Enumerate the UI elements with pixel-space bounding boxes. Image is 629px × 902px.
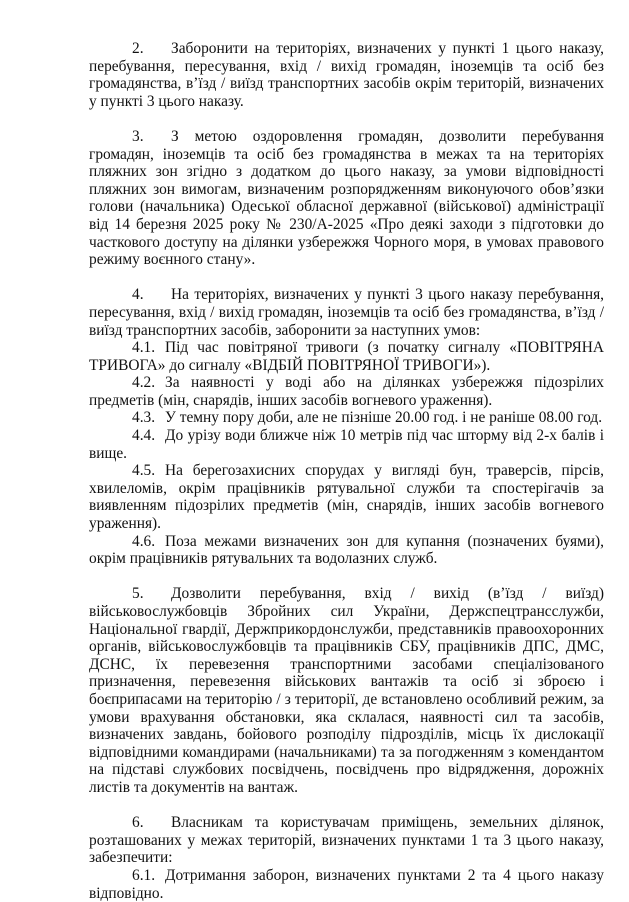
paragraph-4-6 bbox=[89, 533, 604, 568]
subitem-number: 4.2. bbox=[132, 374, 156, 392]
subitem-text: На берегозахисних спорудах у вигляді бун, траверсів, пірсів, хвилеломів, окрім працівників рятувальної служби та спостерігачів за виявленням підозрілих предметів (мін, снарядів, інших засобів вогневого ураження). bbox=[89, 462, 604, 533]
paragraph-4-5 bbox=[89, 462, 604, 532]
spacer bbox=[89, 269, 604, 287]
paragraph-6 bbox=[89, 814, 604, 867]
item-number: 3. bbox=[132, 127, 144, 145]
subitem-text: У темну пору доби, але не пізніше 20.00 год. і не раніше 08.00 год. bbox=[165, 409, 603, 427]
item-text: На територіях, визначених у пункті 3 цього наказу перебування, пересування, вхід / вихід громадян, іноземців та осіб без громадянства, в’їзд / виїзд транспортних засобів, заборонити за наступних умов: bbox=[89, 286, 604, 339]
paragraph-4-2 bbox=[89, 374, 604, 409]
subitem-number: 4.4. bbox=[132, 427, 156, 445]
subitem-number: 4.1. bbox=[132, 339, 156, 357]
subitem-text: До урізу води ближче ніж 10 метрів під час шторму від 2-х балів і вище. bbox=[89, 427, 604, 462]
subitem-number: 4.6. bbox=[132, 532, 156, 550]
paragraph-6-1 bbox=[89, 867, 604, 902]
subitem-number: 4.5. bbox=[132, 462, 156, 480]
paragraph-4-3 bbox=[89, 409, 604, 427]
document-page bbox=[89, 40, 604, 902]
paragraph-4-1 bbox=[89, 339, 604, 374]
item-number: 4. bbox=[132, 286, 144, 304]
item-text: Заборонити на територіях, визначених у пункті 1 цього наказу, перебування, пересування, вхід / вихід громадян, іноземців та осіб без громадянства, в’їзд / виїзд транспортних засобів окрім територій, визначених у пункті 3 цього наказу. bbox=[89, 40, 604, 110]
spacer bbox=[89, 568, 604, 586]
item-number: 5. bbox=[132, 585, 144, 603]
item-text: Власникам та користувачам приміщень, земельних ділянок, розташованих у межах територій, визначених пунктами 1 та 3 цього наказу, забезпечити: bbox=[89, 814, 604, 867]
item-number: 6. bbox=[132, 814, 144, 832]
spacer bbox=[89, 797, 604, 815]
paragraph-2 bbox=[89, 40, 604, 110]
subitem-text: Поза межами визначених зон для купання (позначених буями), окрім працівників рятувальних та водолазних служб. bbox=[89, 532, 604, 568]
paragraph-4 bbox=[89, 286, 604, 339]
subitem-text: За наявності у воді або на ділянках узбережжя підозрілих предметів (мін, снарядів, інших засобів вогневого ураження). bbox=[89, 374, 604, 409]
paragraph-5 bbox=[89, 585, 604, 796]
subitem-number: 4.3. bbox=[132, 409, 156, 427]
subitem-number: 6.1. bbox=[132, 866, 156, 884]
item-text: З метою оздоровлення громадян, дозволити перебування громадян, іноземців та осіб без громадянства в межах та на територіях пляжних зон згідно з додатком до цього наказу, за умови відповідності пляжних зон вимогам, визначеним розпорядженням виконуючого обов’язки голови (начальника) Одеської обласної державної (військової) адміністрації від 14 березня 2025 року № 230/А-2025 «Про деякі заходи з підготовки до часткового доступу на ділянки узбережжя Чорного моря, в умовах правового режиму воєнного стану». bbox=[89, 127, 604, 269]
subitem-text: Дотримання заборон, визначених пунктами 2 та 4 цього наказу відповідно. bbox=[89, 866, 604, 902]
item-number: 2. bbox=[132, 40, 144, 57]
spacer bbox=[89, 110, 604, 128]
paragraph-4-4 bbox=[89, 427, 604, 462]
subitem-text: Під час повітряної тривоги (з початку сигналу «ПОВІТРЯНА ТРИВОГА» до сигналу «ВІДБІЙ ПОВІТРЯНОЇ ТРИВОГИ»). bbox=[89, 339, 604, 374]
paragraph-3 bbox=[89, 128, 604, 269]
item-text: Дозволити перебування, вхід / вихід (в’їзд / виїзд) військовослужбовців Збройних сил України, Держспецтрансслужби, Національної гвардії, Держприкордонслужби, представників правоохоронних органів, військовослужбовців та працівників СБУ, працівників ДПС, ДМС, ДСНС, їх перевезення транспортними засобами спеціалізованого призначення, перевезення військових вантажів та осіб зі зброєю і боєприпасами на територію / з території, де встановлено особливий режим, за умови врахування обстановки, яка склалася, наявності сил та засобів, визначених завдань, бойового розподілу підрозділів, місць їх дислокації відповідними командирами (начальниками) та за погодженням з комендантом на підставі службових посвідчень, посвідчень про відрядження, дорожніх листів та документів на вантаж. bbox=[89, 585, 604, 796]
